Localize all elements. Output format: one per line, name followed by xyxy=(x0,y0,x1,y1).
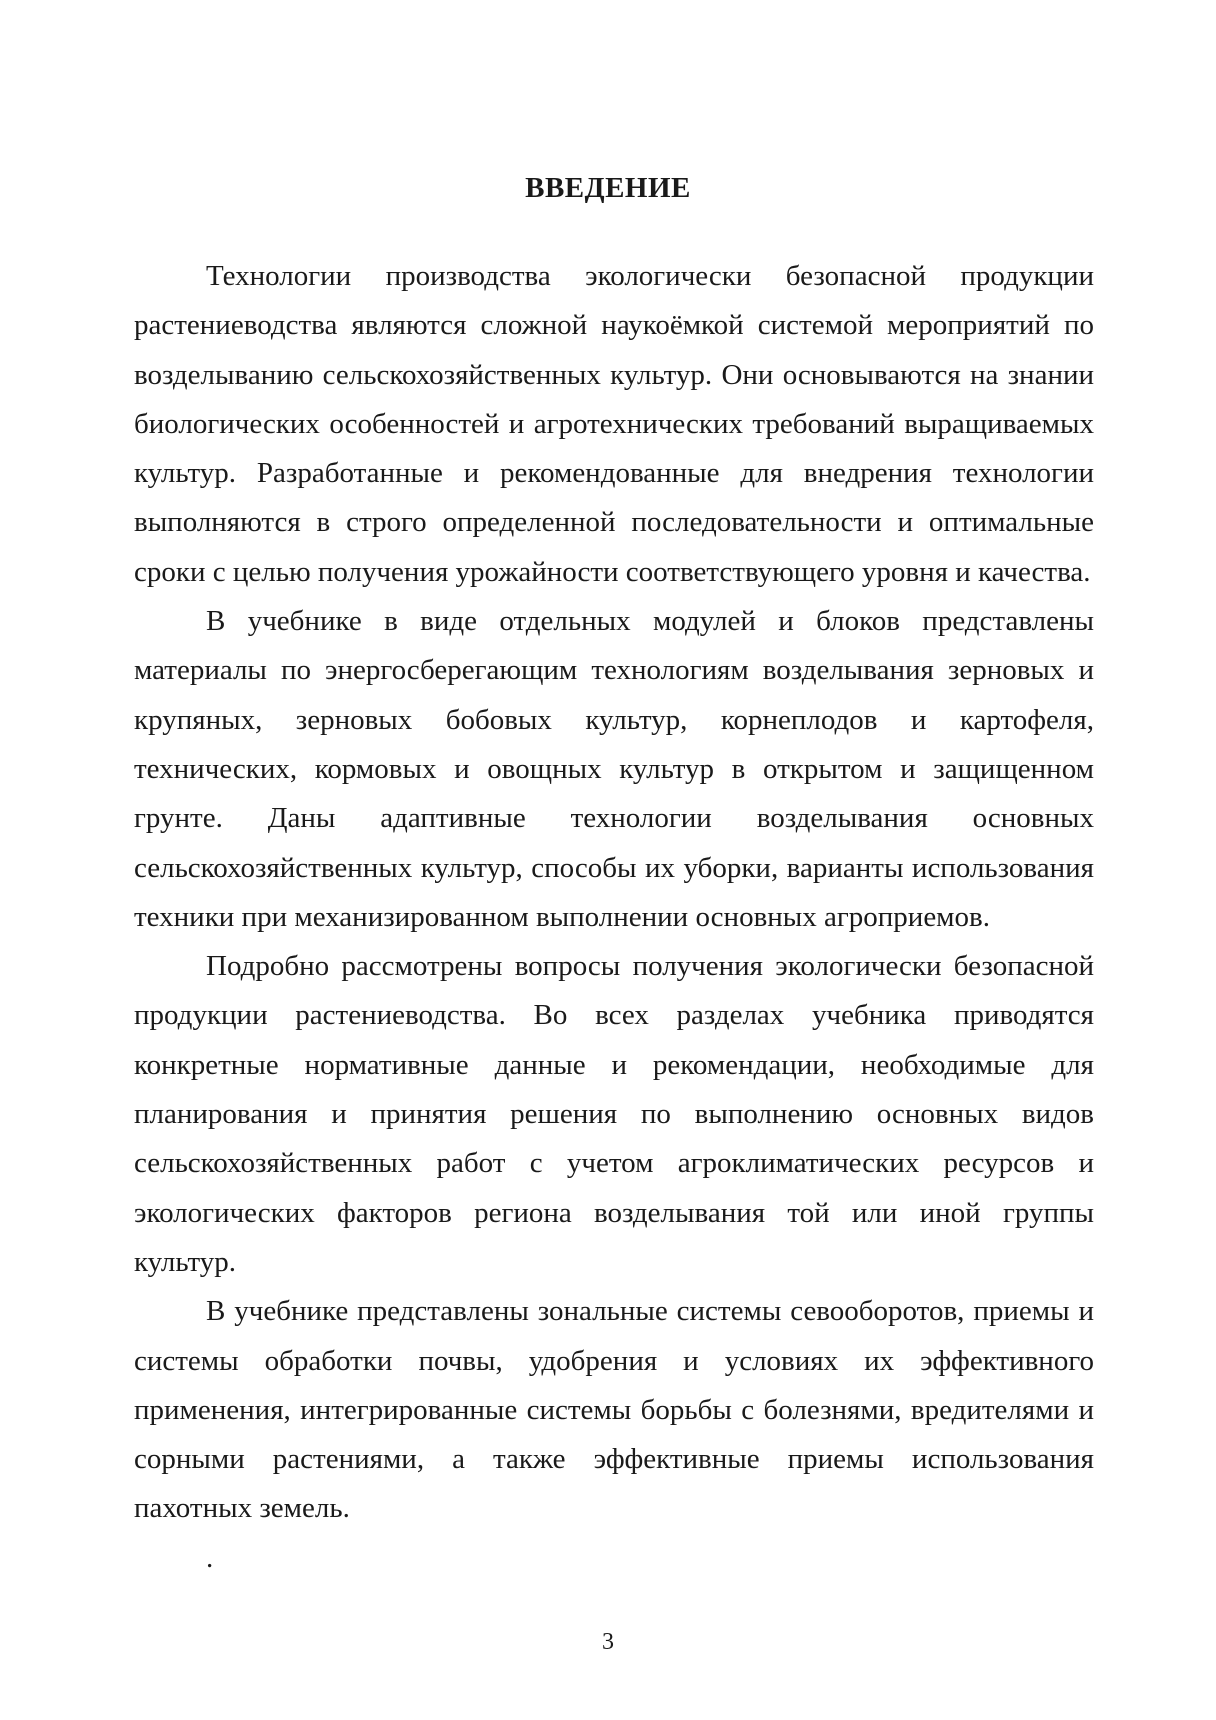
page-number: 3 xyxy=(602,1629,614,1655)
paragraph-4: В учебнике представлены зональные системы севооборотов, приемы и системы обработки почвы, удобрения и условиях их эффективного применения, интегрированные системы борьбы с болезнями, вредителями и сорными растениями, а также эффективные приемы использования пахотных земель. xyxy=(134,1295,1094,1525)
body-text xyxy=(134,252,1094,1583)
stray-dot: . xyxy=(206,1541,214,1574)
paragraph-3: Подробно рассмотрены вопросы получения экологически безопасной продукции растениеводства. Во всех разделах учебника приводятся конкретные нормативные данные и рекомендации, необходимые для планирования и принятия решения по выполнению основных видов сельскохозяйственных работ с учетом агроклиматических ресурсов и экологических факторов региона возделывания той или иной группы культур. xyxy=(134,950,1094,1278)
paragraph-2: В учебнике в виде отдельных модулей и блоков представлены материалы по энергосберегающим технологиям возделывания зерновых и крупяных, зерновых бобовых культур, корнеплодов и картофеля, технических, кормовых и овощных культур в открытом и защищенном грунте. Даны адаптивные технологии возделывания основных сельскохозяйственных культур, способы их уборки, варианты использования техники при механизированном выполнении основных агроприемов. xyxy=(134,605,1094,933)
section-heading: ВВЕДЕНИЕ xyxy=(525,172,691,204)
paragraph-1: Технологии производства экологически безопасной продукции растениеводства являются сложной наукоёмкой системой мероприятий по возделыванию сельскохозяйственных культур. Они основываются на знании биологических особенностей и агротехнических требований выращиваемых культур. Разработанные и рекомендованные для внедрения технологии выполняются в строго определенной последовательности и оптимальные сроки с целью получения урожайности соответствующего уровня и качества. xyxy=(134,260,1094,588)
